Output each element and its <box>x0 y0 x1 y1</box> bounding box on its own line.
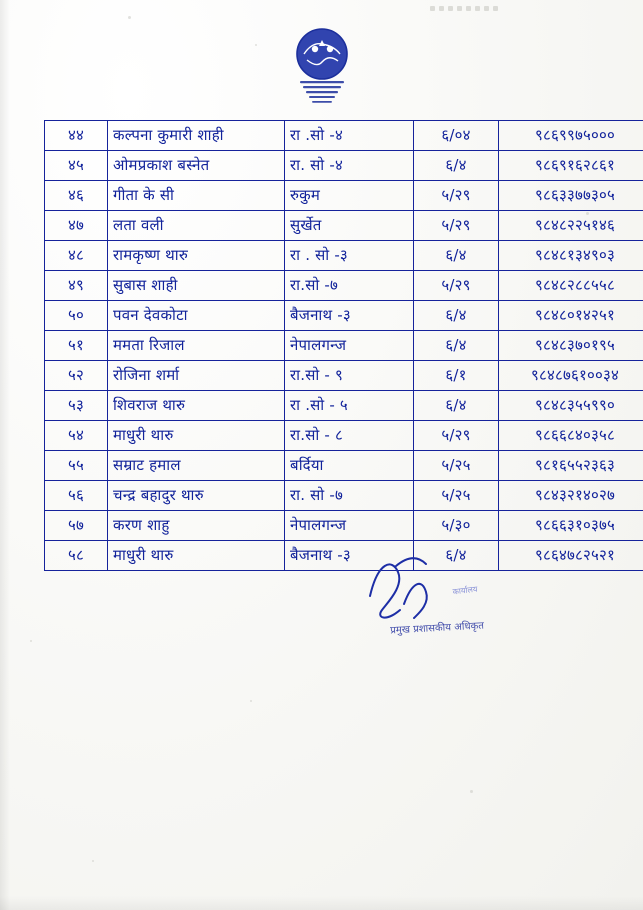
cell-address: रा. सो -४ <box>285 151 414 181</box>
roster-table <box>44 120 643 571</box>
cell-address: रा . सो -३ <box>285 241 414 271</box>
cell-address: बैजनाथ -३ <box>285 301 414 331</box>
cell-name: कल्पना कुमारी शाही <box>108 121 285 151</box>
cell-name: रोजिना शर्मा <box>108 361 285 391</box>
cell-address: रा.सो - ९ <box>285 361 414 391</box>
emblem-container <box>0 18 643 118</box>
cell-amount: ६/४ <box>414 151 499 181</box>
table-row <box>45 451 643 481</box>
cell-address: रा .सो -४ <box>285 121 414 151</box>
cell-name: रामकृष्ण थारु <box>108 241 285 271</box>
cell-name: ओमप्रकाश बस्नेत <box>108 151 285 181</box>
cell-serial: ५१ <box>45 331 108 361</box>
cell-address: रुकुम <box>285 181 414 211</box>
cell-amount: ६/१ <box>414 361 499 391</box>
cell-phone: ९८६४७८२५२१ <box>499 541 643 571</box>
table-row <box>45 121 643 151</box>
cell-name: शिवराज थारु <box>108 391 285 421</box>
cell-serial: ५० <box>45 301 108 331</box>
cell-name: चन्द्र बहादुर थारु <box>108 481 285 511</box>
cell-name: लता वली <box>108 211 285 241</box>
cell-name: गीता के सी <box>108 181 285 211</box>
cell-phone: ९८६९९७५००० <box>499 121 643 151</box>
cell-phone: ९८४८३५५९९० <box>499 391 643 421</box>
cell-serial: ५८ <box>45 541 108 571</box>
scan-speck <box>128 16 131 19</box>
roster-table-body <box>45 121 643 571</box>
cell-amount: ६/४ <box>414 331 499 361</box>
cell-amount: ५/२९ <box>414 181 499 211</box>
cell-serial: ५६ <box>45 481 108 511</box>
cell-address: सुर्खेत <box>285 211 414 241</box>
cell-amount: ५/२९ <box>414 421 499 451</box>
scan-speck <box>586 212 589 215</box>
cell-amount: ६/४ <box>414 301 499 331</box>
scan-speck <box>250 700 252 702</box>
cell-phone: ९८४८७६१००३४ <box>499 361 643 391</box>
cell-name: सुबास शाही <box>108 271 285 301</box>
table-row <box>45 151 643 181</box>
cell-amount: ५/२९ <box>414 271 499 301</box>
cell-address: रा.सो - ८ <box>285 421 414 451</box>
cell-serial: ४७ <box>45 211 108 241</box>
cell-serial: ४८ <box>45 241 108 271</box>
scan-speck <box>30 640 32 642</box>
cell-amount: ५/२५ <box>414 481 499 511</box>
cell-amount: ६/४ <box>414 391 499 421</box>
cell-phone: ९८४८०१४२५१ <box>499 301 643 331</box>
cell-phone: ९८४८३७०१९५ <box>499 331 643 361</box>
table-row <box>45 511 643 541</box>
cell-address: रा .सो - ५ <box>285 391 414 421</box>
scan-speck <box>470 790 473 793</box>
cell-name: करण शाहु <box>108 511 285 541</box>
scan-speck <box>255 44 257 46</box>
cell-amount: ५/२५ <box>414 451 499 481</box>
cell-serial: ५७ <box>45 511 108 541</box>
cell-name: माधुरी थारु <box>108 421 285 451</box>
cell-name: ममता रिजाल <box>108 331 285 361</box>
cell-serial: ५३ <box>45 391 108 421</box>
table-row <box>45 181 643 211</box>
cell-serial: ४९ <box>45 271 108 301</box>
cell-amount: ६/४ <box>414 241 499 271</box>
cell-amount: ५/२९ <box>414 211 499 241</box>
cell-phone: ९८४८१३४९०३ <box>499 241 643 271</box>
cell-address: नेपालगन्ज <box>285 511 414 541</box>
page-edge-shadow-bottom <box>0 896 643 910</box>
cell-phone: ९८६९१६२८६१ <box>499 151 643 181</box>
cell-serial: ५४ <box>45 421 108 451</box>
office-stamp: कार्यालय <box>452 584 479 597</box>
table-row <box>45 211 643 241</box>
cell-name: पवन देवकोटा <box>108 301 285 331</box>
roster-table-container <box>44 120 619 571</box>
table-row <box>45 391 643 421</box>
cell-phone: ९८४३२१४०२७ <box>499 481 643 511</box>
scan-speck <box>92 860 94 862</box>
table-row <box>45 331 643 361</box>
signature-caption: प्रमुख प्रशासकीय अधिकृत <box>389 620 485 637</box>
cell-phone: ९८१६५५२३६३ <box>499 451 643 481</box>
cell-address: बैजनाथ -३ <box>285 541 414 571</box>
cell-phone: ९८६३३७७३०५ <box>499 181 643 211</box>
table-row <box>45 421 643 451</box>
signature-block <box>352 548 582 658</box>
cell-serial: ५२ <box>45 361 108 391</box>
scan-artifact-dots <box>430 6 500 14</box>
table-row <box>45 301 643 331</box>
cell-phone: ९८६६३१०३७५ <box>499 511 643 541</box>
cell-address: बर्दिया <box>285 451 414 481</box>
cell-phone: ९८४८२२५१४६ <box>499 211 643 241</box>
cell-address: रा. सो -७ <box>285 481 414 511</box>
cell-phone: ९८४८२८८५५८ <box>499 271 643 301</box>
cell-serial: ४४ <box>45 121 108 151</box>
cell-amount: ६/०४ <box>414 121 499 151</box>
cell-serial: ५५ <box>45 451 108 481</box>
cell-address: रा.सो -७ <box>285 271 414 301</box>
table-row <box>45 241 643 271</box>
cell-phone: ९८६६८४०३५८ <box>499 421 643 451</box>
table-row <box>45 271 643 301</box>
cell-name: सम्राट हमाल <box>108 451 285 481</box>
cell-address: नेपालगन्ज <box>285 331 414 361</box>
cell-amount: ६/४ <box>414 541 499 571</box>
cell-name: माधुरी थारु <box>108 541 285 571</box>
cell-serial: ४५ <box>45 151 108 181</box>
table-row <box>45 361 643 391</box>
cell-amount: ५/३० <box>414 511 499 541</box>
nepal-government-emblem-icon <box>274 18 370 114</box>
cell-serial: ४६ <box>45 181 108 211</box>
page-edge-shadow-left <box>0 0 10 910</box>
table-row <box>45 481 643 511</box>
